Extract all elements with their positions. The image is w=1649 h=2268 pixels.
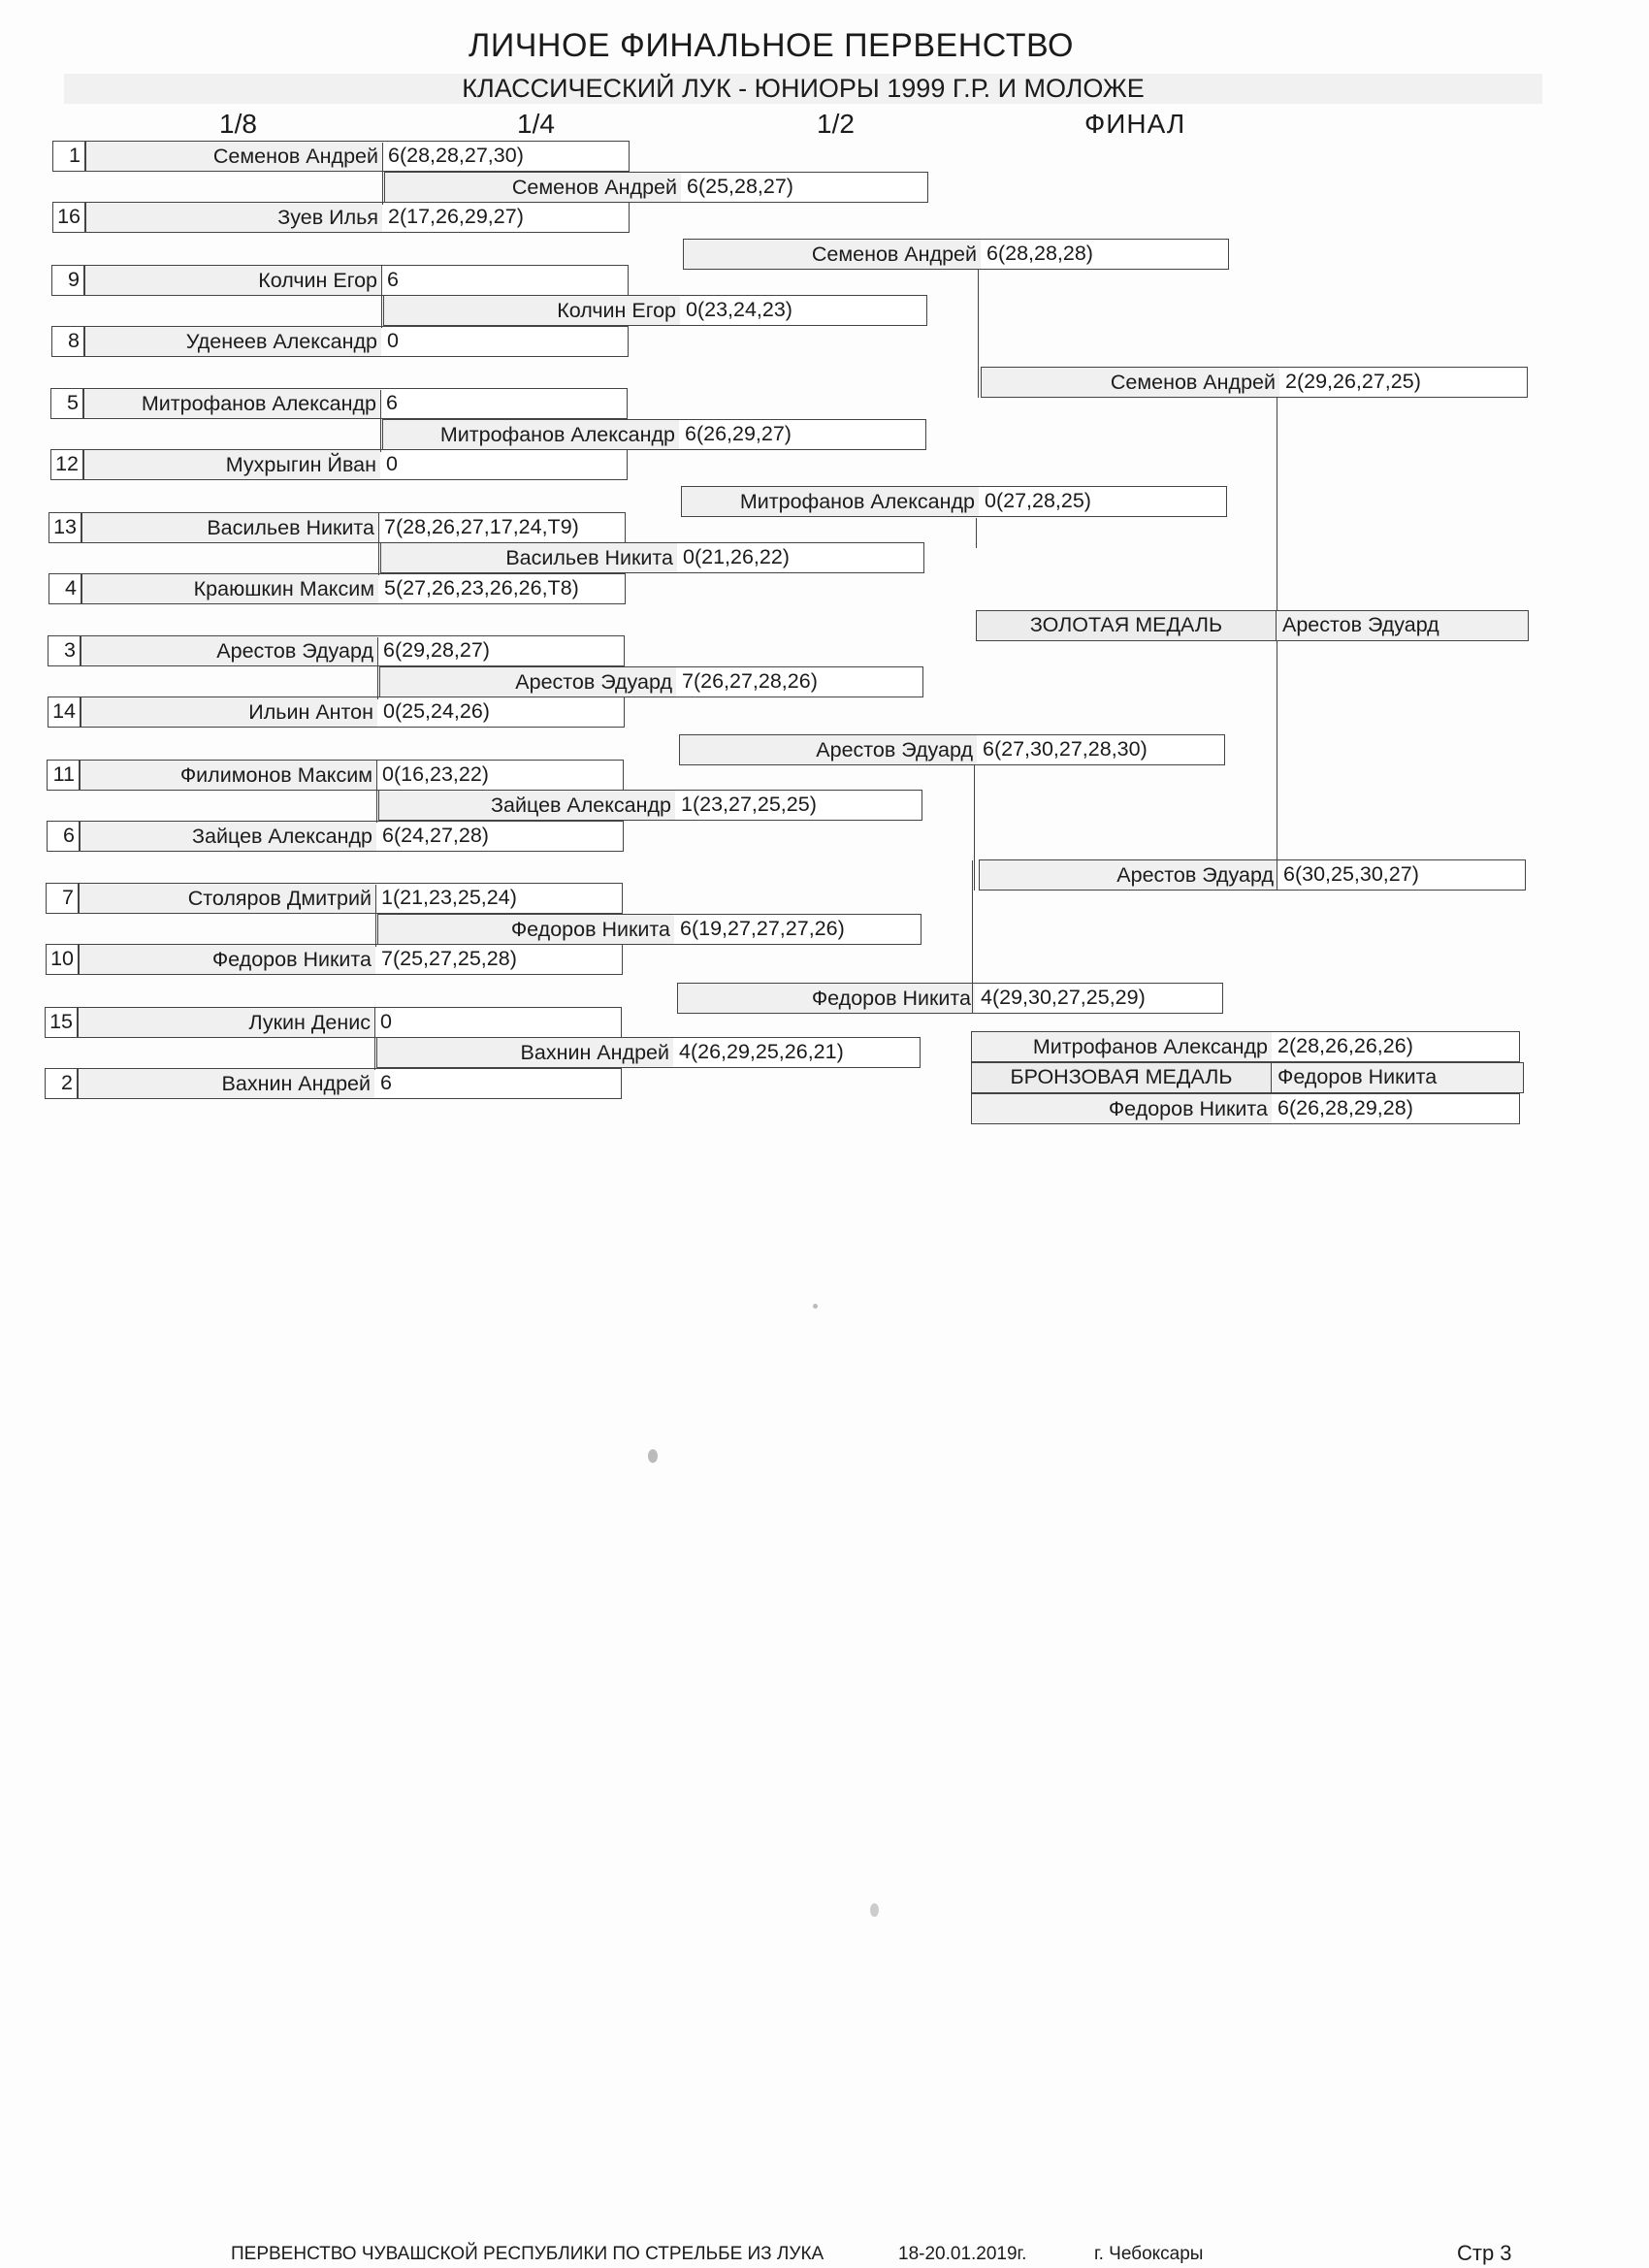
athlete-name: Митрофанов Александр [681, 486, 979, 517]
athlete-name: Вахнин Андрей [376, 1037, 673, 1068]
match-score: 2(17,26,29,27) [382, 202, 630, 233]
athlete-name: Зуев Илья [85, 202, 382, 233]
match-score: 0(23,24,23) [680, 295, 927, 326]
athlete-name: Васильев Никита [380, 542, 677, 573]
match-score: 4(29,30,27,25,29) [975, 983, 1223, 1014]
athlete-name: Федоров Никита [677, 983, 975, 1014]
footer-dates: 18-20.01.2019г. [898, 2244, 1027, 2264]
seed-number: 4 [48, 573, 81, 604]
match-score: 6(24,27,28) [376, 821, 624, 852]
athlete-name: Зайцев Александр [378, 790, 675, 821]
match-score: 5(27,26,23,26,26,Т8) [378, 573, 626, 604]
match-score: 6(28,28,27,30) [382, 141, 630, 172]
round-label-final: ФИНАЛ [1084, 109, 1186, 139]
match-score: 6(27,30,27,28,30) [977, 734, 1225, 765]
athlete-name: Ильин Антон [81, 697, 377, 728]
bracket-connector [976, 518, 977, 548]
seed-number: 9 [51, 265, 84, 296]
match-score: 0 [380, 449, 628, 480]
athlete-name: Семенов Андрей [683, 239, 981, 270]
scan-speck [648, 1449, 658, 1463]
match-score: 1(21,23,25,24) [375, 883, 623, 914]
medal-label: ЗОЛОТАЯ МЕДАЛЬ [976, 610, 1277, 641]
match-score: 2(29,26,27,25) [1279, 367, 1528, 398]
athlete-name: Арестов Эдуард [379, 666, 676, 697]
athlete-name: Лукин Денис [78, 1007, 374, 1038]
athlete-name: Колчин Егор [84, 265, 381, 296]
athlete-name: Федоров Никита [377, 914, 674, 945]
match-score: 0(16,23,22) [376, 760, 624, 791]
match-score: 6(19,27,27,27,26) [674, 914, 922, 945]
seed-number: 5 [50, 388, 83, 419]
bracket-connector [381, 266, 382, 328]
seed-number: 12 [50, 449, 83, 480]
athlete-name: Митрофанов Александр [971, 1031, 1272, 1062]
footer-event: ПЕРВЕНСТВО ЧУВАШСКОЙ РЕСПУБЛИКИ ПО СТРЕЛЬБЕ ИЗ ЛУКА [231, 2244, 824, 2264]
bracket-connector [376, 761, 377, 823]
seed-number: 6 [47, 821, 80, 852]
match-score: 6(26,28,29,28) [1272, 1093, 1520, 1124]
athlete-name: Столяров Дмитрий [79, 883, 375, 914]
medal-winner: Федоров Никита [1272, 1062, 1524, 1093]
seed-number: 16 [52, 202, 85, 233]
footer-city: г. Чебоксары [1094, 2244, 1204, 2264]
match-score: 7(26,27,28,26) [676, 666, 923, 697]
page-subtitle: КЛАССИЧЕСКИЙ ЛУК - ЮНИОРЫ 1999 Г.Р. И МОЛОЖЕ [64, 74, 1542, 104]
athlete-name: Колчин Егор [383, 295, 680, 326]
bracket-connector [382, 143, 383, 205]
round-label-1-2: 1/2 [817, 109, 855, 139]
match-score: 0 [381, 326, 629, 357]
match-score: 0(25,24,26) [377, 697, 625, 728]
match-score: 1(23,27,25,25) [675, 790, 922, 821]
match-score: 6(30,25,30,27) [1277, 859, 1526, 891]
athlete-name: Зайцев Александр [80, 821, 376, 852]
match-score: 6(28,28,28) [981, 239, 1229, 270]
athlete-name: Уденеев Александр [84, 326, 381, 357]
match-score: 2(28,26,26,26) [1272, 1031, 1520, 1062]
athlete-name: Арестов Эдуард [679, 734, 977, 765]
athlete-name: Митрофанов Александр [382, 419, 679, 450]
seed-number: 13 [48, 512, 81, 543]
athlete-name: Семенов Андрей [384, 172, 681, 203]
athlete-name: Филимонов Максим [80, 760, 376, 791]
seed-number: 3 [48, 635, 81, 666]
match-score: 6(26,29,27) [679, 419, 926, 450]
match-score: 7(25,27,25,28) [375, 944, 623, 975]
bracket-connector [974, 764, 975, 891]
seed-number: 10 [46, 944, 79, 975]
athlete-name: Васильев Никита [81, 512, 378, 543]
match-score: 6(25,28,27) [681, 172, 928, 203]
match-score: 4(26,29,25,26,21) [673, 1037, 921, 1068]
seed-number: 8 [51, 326, 84, 357]
bracket-connector [375, 885, 376, 947]
athlete-name: Арестов Эдуард [81, 635, 377, 666]
medal-label: БРОНЗОВАЯ МЕДАЛЬ [971, 1062, 1272, 1093]
athlete-name: Мухрыгин Йван [83, 449, 380, 480]
bracket-connector [378, 513, 379, 575]
athlete-name: Митрофанов Александр [83, 388, 380, 419]
athlete-name: Краюшкин Максим [81, 573, 378, 604]
athlete-name: Федоров Никита [79, 944, 375, 975]
match-score: 6 [374, 1068, 622, 1099]
match-score: 6 [381, 265, 629, 296]
athlete-name: Арестов Эдуард [979, 859, 1277, 891]
scan-speck [870, 1903, 879, 1917]
athlete-name: Вахнин Андрей [78, 1068, 374, 1099]
match-score: 0(21,26,22) [677, 542, 924, 573]
bracket-connector [978, 270, 979, 398]
athlete-name: Семенов Андрей [981, 367, 1279, 398]
seed-number: 15 [45, 1007, 78, 1038]
seed-number: 11 [47, 760, 80, 791]
bracket-connector [972, 860, 973, 1014]
match-score: 0 [374, 1007, 622, 1038]
bracket-connector [377, 637, 378, 699]
page-number: Стр 3 [1457, 2241, 1512, 2265]
round-label-1-4: 1/4 [517, 109, 555, 139]
page-title: ЛИЧНОЕ ФИНАЛЬНОЕ ПЕРВЕНСТВО [469, 27, 1074, 64]
seed-number: 1 [52, 141, 85, 172]
match-score: 7(28,26,27,17,24,Т9) [378, 512, 626, 543]
athlete-name: Семенов Андрей [85, 141, 382, 172]
bracket-connector [374, 1008, 375, 1070]
seed-number: 2 [45, 1068, 78, 1099]
scan-speck [813, 1304, 818, 1309]
match-score: 6(29,28,27) [377, 635, 625, 666]
match-score: 0(27,28,25) [979, 486, 1227, 517]
bracket-connector [380, 390, 381, 452]
match-score: 6 [380, 388, 628, 419]
medal-winner: Арестов Эдуард [1277, 610, 1529, 641]
athlete-name: Федоров Никита [971, 1093, 1272, 1124]
round-label-1-8: 1/8 [219, 109, 257, 139]
seed-number: 14 [48, 697, 81, 728]
seed-number: 7 [46, 883, 79, 914]
